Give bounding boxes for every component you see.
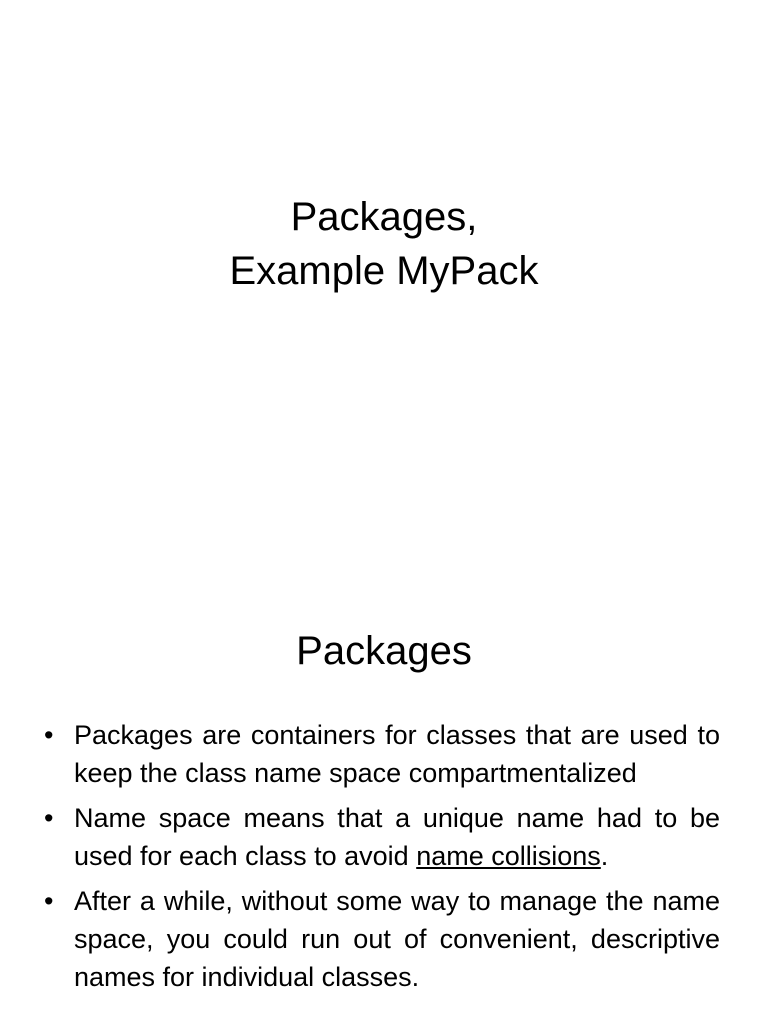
bullet-item-3 [44,882,720,996]
bullet-text-1: Packages are containers for classes that are used to keep the class name space compartmentalized [74,720,720,788]
bullet-dot-icon: • [44,803,54,833]
bullet-dot-icon: • [44,720,54,750]
bullet-text-3: After a while, without some way to manage the name space, you could run out of convenient, descriptive names for individual classes. [74,886,720,992]
slide-title [0,190,768,298]
bullet-text-2-end: . [600,841,609,871]
bullet-text-2: Name space means that a unique name had to be used for each class to avoid [74,803,720,871]
bullet-item-2 [44,799,720,875]
bullet-item-1 [44,716,720,792]
bullet-list [44,716,720,1003]
underlined-term: name collisions [416,841,601,871]
slide-title-line-2: Example MyPack [229,249,539,293]
slide-title-line-1: Packages, [290,195,478,239]
bullet-dot-icon: • [44,886,54,916]
section-heading: Packages [296,629,472,673]
